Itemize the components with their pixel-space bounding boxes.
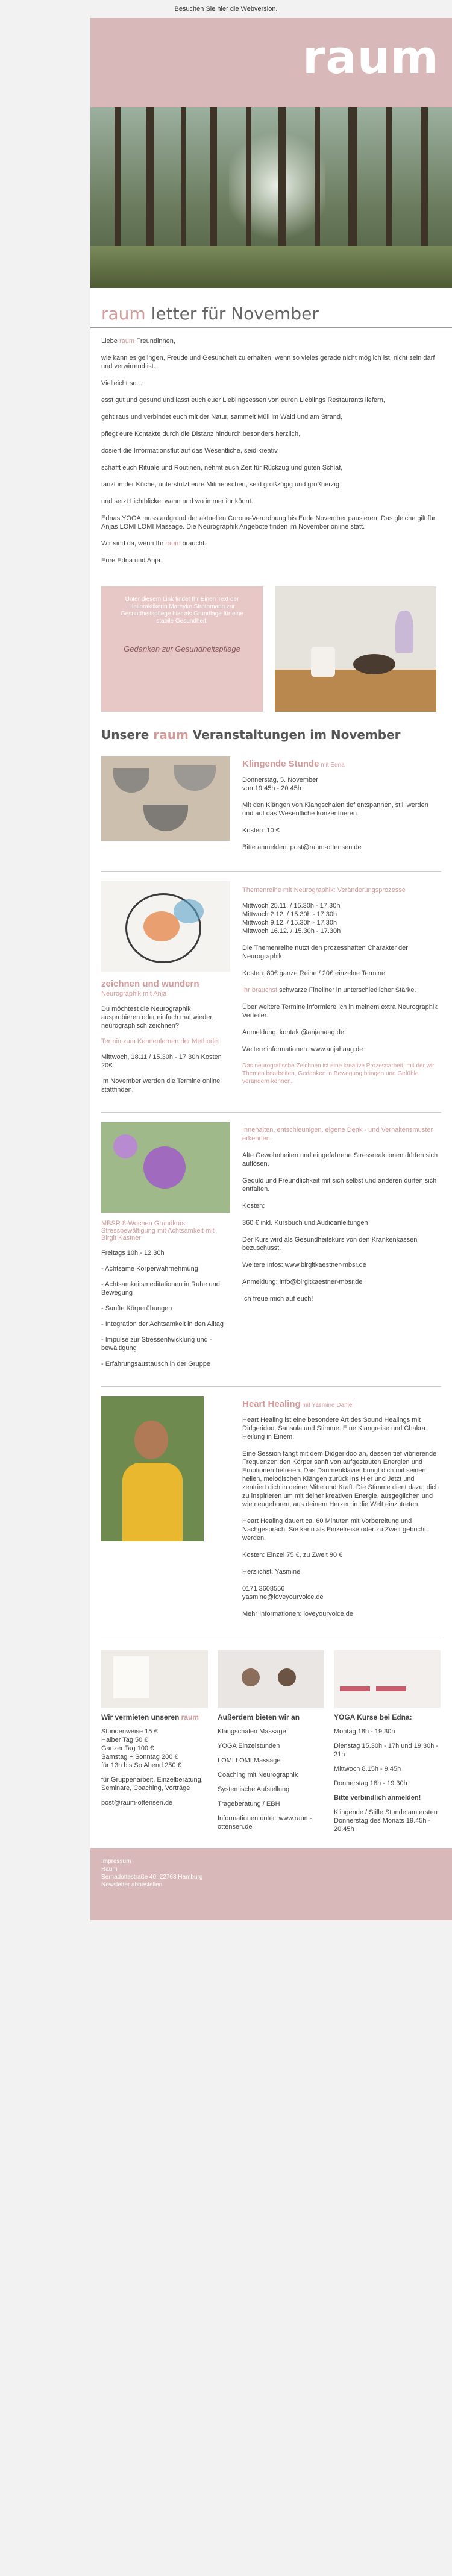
event-title: Klingende Stunde mit Edna <box>242 759 345 769</box>
unsubscribe-link[interactable]: Newsletter abbestellen <box>101 1882 163 1888</box>
bowl <box>174 765 216 791</box>
event-description: Eine Session fängt mit dem Didgeridoo an, dessen tief vibrierende Frequenzen den Körper sanft von aufgestauten Energien und Emotionen befreien. Das Daumenklavier bringt dich mit seinen hellen, melodischen Klängen zurück ins Hier und Jetzt und zentriert dich in deiner Mitte und Kraft. Die Stimme dient dazu, dich zu inspirieren um mit deiner kreativen Energie, ausgeglichen und wie neugeboren, aus deinem Herzen in die Welt einzutreten. <box>242 1450 439 1508</box>
yoga-mat <box>340 1686 370 1691</box>
event-greeting: Herzlichst, Yasmine <box>242 1568 301 1575</box>
flower <box>113 1134 137 1158</box>
yoga-time: Klingende / Stille Stunde am ersten Donnerstag des Monats 19.45h - 20.45h <box>334 1809 438 1833</box>
webversion-bar <box>0 0 452 18</box>
event-date: Donnerstag, 5. November von 19.45h - 20.45h <box>242 776 318 792</box>
footer <box>90 1848 452 1920</box>
event-description: Heart Healing ist eine besondere Art des Sound Healings mit Didgeridoo, Sansula und Stimme. Eine Klangreise und Chakra Heilung in Einem. <box>242 1416 425 1440</box>
event-cost: 360 € inkl. Kursbuch und Audioanleitungen <box>242 1219 368 1227</box>
event-bullet: - Impulse zur Stressentwicklung und -bewältigung <box>101 1336 212 1352</box>
event-title: Heart Healing mit Yasmine Daniel <box>242 1399 354 1409</box>
yasmine-photo <box>101 1396 204 1541</box>
rent-email[interactable]: post@raum-ottensen.de <box>101 1799 173 1806</box>
offer-item: Coaching mit Neurographik <box>218 1771 298 1779</box>
singing-bowls-photo <box>101 756 230 841</box>
intro-paragraph: schafft euch Rituale und Routinen, nehmt euch Zeit für Rückzug und guten Schlaf, <box>101 464 343 471</box>
event-bullet: - Erfahrungsaustausch in der Gruppe <box>101 1360 210 1368</box>
event-description: Alte Gewohnheiten und eingefahrene Stressreaktionen dürfen sich auflösen. <box>242 1152 438 1167</box>
face <box>134 1421 168 1459</box>
bowl <box>353 654 395 674</box>
event-mbsr <box>90 1116 452 1383</box>
yoga-mat <box>376 1686 406 1691</box>
offers-photo <box>218 1650 324 1708</box>
title-rest: letter für November <box>145 304 319 324</box>
table <box>275 670 436 712</box>
divider <box>101 871 441 872</box>
bowl <box>143 805 188 831</box>
intro-paragraph: und setzt Lichtblicke, wann und wo immer ihr könnt. <box>101 498 253 505</box>
window <box>113 1656 149 1698</box>
neurographic-drawing <box>101 881 230 972</box>
event-title: zeichnen und wundern <box>101 979 199 989</box>
care-link-box[interactable] <box>101 586 263 712</box>
event-closing: Ich freue mich auf euch! <box>242 1295 313 1302</box>
event-heart-healing <box>90 1390 452 1634</box>
divider <box>101 1112 441 1113</box>
event-note: Über weitere Termine informiere ich in meinem extra Neurographik Verteiler. <box>242 1004 438 1019</box>
impressum-link[interactable]: Impressum <box>101 1858 131 1865</box>
event-series-title: Themenreihe mit Neurographik: Veränderungsprozesse <box>242 887 406 894</box>
offer-item: YOGA Einzelstunden <box>218 1742 280 1750</box>
offer-item: LOMI LOMI Massage <box>218 1757 281 1764</box>
sky-light <box>229 125 325 246</box>
lavender-vase <box>395 611 413 653</box>
room-photo <box>101 1650 208 1708</box>
event-time: Freitags 10h - 12.30h <box>101 1249 165 1257</box>
event-website[interactable]: Mehr Informationen: loveyourvoice.de <box>242 1610 354 1618</box>
yoga-time: Donnerstag 18h - 19.30h <box>334 1780 407 1787</box>
offer-website[interactable]: Informationen unter: www.raum-ottensen.de <box>218 1815 312 1830</box>
person <box>278 1668 296 1686</box>
event-bullet: - Achtsamkeitsmeditationen in Ruhe und Bewegung <box>101 1281 220 1296</box>
forest-ground <box>90 246 452 288</box>
bowl <box>113 768 149 793</box>
intro-paragraph: geht raus und verbindet euch mit der Natur, sammelt Müll im Wald und am Strand, <box>101 413 343 421</box>
greeting: Liebe raum Freundinnen, <box>101 338 175 345</box>
event-klingende-stunde <box>90 750 452 867</box>
intro-text <box>90 328 452 579</box>
offer-item: Trageberatung / EBH <box>218 1800 280 1808</box>
title-raum: raum <box>101 304 146 324</box>
event-note: Im November werden die Termine online stattfinden. <box>101 1078 221 1093</box>
footer-company: Raum <box>101 1866 118 1873</box>
offer-item: Systemische Aufstellung <box>218 1786 290 1793</box>
offer-item: Klangschalen Massage <box>218 1728 286 1735</box>
intro-paragraph: esst gut und gesund und lasst euch euer Lieblingsessen von euren Lieblings Restaurants liefern, <box>101 397 385 404</box>
event-description: Heart Healing dauert ca. 60 Minuten mit Vorbereitung und Nachgespräch. Sie kann als Einzelreise oder zu Zweit gebucht werden. <box>242 1518 427 1542</box>
intro-paragraph: Wir sind da, wenn Ihr raum braucht. <box>101 540 207 547</box>
intro-paragraph: Vielleicht so... <box>101 380 142 387</box>
divider <box>101 1386 441 1387</box>
forest-hero-image <box>90 107 452 288</box>
drawing-fill <box>174 899 204 923</box>
event-contact-email[interactable]: Anmeldung: info@birgitkaestner-mbsr.de <box>242 1278 363 1286</box>
event-intro: Innehalten, entschleunigen, eigene Denk - und Verhaltensmuster erkennen. <box>242 1126 433 1142</box>
events-heading: Unsere raum Veranstaltungen im November <box>101 727 401 742</box>
event-bullet: - Achtsame Körperwahrnehmung <box>101 1265 198 1272</box>
event-date: Mittwoch, 18.11 / 15.30h - 17.30h Kosten 20€ <box>101 1054 222 1069</box>
event-bullet: - Sanfte Körperübungen <box>101 1305 172 1312</box>
event-description: Du möchtest die Neurographik ausprobieren oder einfach mal wieder, neurographisch zeichnen? <box>101 1005 214 1029</box>
yoga-time: Mittwoch 8.15h - 9.45h <box>334 1765 401 1773</box>
event-link[interactable]: Termin zum Kennenlernen der Methode: <box>101 1038 220 1045</box>
flower-photo <box>101 1122 230 1213</box>
webversion-link[interactable]: Besuchen Sie hier die Webversion. <box>174 5 278 13</box>
yoga-time: Montag 18h - 19.30h <box>334 1728 395 1735</box>
yoga-time: Dienstag 15.30h - 17h und 19.30h - 21h <box>334 1742 439 1758</box>
event-register-email[interactable]: Bitte anmelden: post@raum-ottensen.de <box>242 844 362 851</box>
care-headline[interactable]: Gedanken zur Gesundheitspflege <box>124 644 240 653</box>
cup <box>311 647 335 677</box>
newsletter <box>90 18 452 1920</box>
event-title: MBSR 8-Wochen Grundkurs Stressbewältigung mit Achtsamkeit mit Birgit Kästner <box>101 1220 215 1242</box>
intro-paragraph: Ednas YOGA muss aufgrund der aktuellen Corona-Verordnung bis Ende November pausieren. Das gleiche gilt für Anjas LOMI LOMI Massage. Die Neurographik Angebote finden im November online statt. <box>101 515 436 530</box>
rent-column <box>101 1650 208 1839</box>
still-life-photo <box>275 586 436 712</box>
event-cost: Kosten: 80€ ganze Reihe / 20€ einzelne Termine <box>242 970 386 977</box>
yoga-column <box>334 1650 441 1839</box>
column-heading: YOGA Kurse bei Edna: <box>334 1713 412 1721</box>
intro-paragraph: pflegt eure Kontakte durch die Distanz hindurch besonders herzlich, <box>101 430 301 438</box>
event-dates: Mittwoch 25.11. / 15.30h - 17.30h Mittwoch 2.12. / 15.30h - 17.30h Mittwoch 9.12. / 15.30h - 17.30h Mittwoch 16.12. / 15.30h - 17.30h <box>242 902 341 935</box>
care-small-text: Unter diesem Link findet Ihr Einen Text der Heilpraktikerin Mareyke Strothmann zur Gesundheitspflege hier als Grundlage für eine stabile Gesundheit. <box>120 596 244 624</box>
yoga-room-photo <box>334 1650 441 1708</box>
event-description: Mit den Klängen von Klangschalen tief entspannen, still werden und auf das Wesentliche konzentrieren. <box>242 802 428 817</box>
event-subtitle: Neurographik mit Anja <box>101 990 167 997</box>
offers-column <box>218 1650 324 1839</box>
person <box>242 1668 260 1686</box>
event-footnote: Das neurografische Zeichnen ist eine kreative Prozessarbeit, mit der wir Themen bearbeiten, Gedanken in Bewegung bringen und Gefühle verändern können. <box>242 1063 435 1085</box>
brand-header <box>90 18 452 107</box>
event-contact-email[interactable]: Anmeldung: kontakt@anjahaag.de <box>242 1029 344 1036</box>
event-bullet: - Integration der Achtsamkeit in den Alltag <box>101 1321 224 1328</box>
event-website[interactable]: Weitere informationen: www.anjahaag.de <box>242 1046 363 1053</box>
info-columns <box>90 1642 452 1848</box>
event-contact: 0171 3608556 yasmine@loveyourvoice.de <box>242 1585 324 1601</box>
event-description: Die Themenreihe nutzt den prozesshaften Charakter der Neurographik. <box>242 944 408 960</box>
event-note: Der Kurs wird als Gesundheitskurs von den Krankenkassen bezuschusst. <box>242 1236 418 1252</box>
yellow-jacket <box>122 1463 183 1541</box>
signature: Eure Edna und Anja <box>101 557 160 564</box>
event-cost-label: Kosten: <box>242 1202 265 1210</box>
rent-prices: Stundenweise 15 € Halber Tag 50 € Ganzer Tag 100 € Samstag + Sonntag 200 € für 13h bis So Abend 250 € <box>101 1728 181 1769</box>
event-website[interactable]: Weitere Infos: www.birgitkaestner-mbsr.de <box>242 1261 366 1269</box>
intro-paragraph: wie kann es gelingen, Freude und Gesundheit zu erhalten, wenn so vieles gerade nicht möglich ist, nicht sein darf und verwirrend ist. <box>101 354 435 370</box>
column-heading: Außerdem bieten wir an <box>218 1713 300 1721</box>
event-neurographik <box>90 875 452 1108</box>
footer-address: Bernadottestraße 40, 22763 Hamburg <box>101 1874 203 1880</box>
rent-uses: für Gruppenarbeit, Einzelberatung, Seminare, Coaching, Vorträge <box>101 1776 203 1792</box>
logo: raum <box>302 30 439 84</box>
event-contact-email[interactable]: yasmine@loveyourvoice.de <box>242 1594 324 1601</box>
event-cost: Kosten: Einzel 75 €, zu Zweit 90 € <box>242 1551 343 1559</box>
intro-paragraph: dosiert die Informationsflut auf das Wesentliche, seid kreativ, <box>101 447 279 454</box>
event-description: Geduld und Freundlichkeit mit sich selbst und anderen dürfen sich entfalten. <box>242 1177 437 1193</box>
event-cost: Kosten: 10 € <box>242 827 280 834</box>
newsletter-title <box>90 288 452 327</box>
event-bring: Ihr brauchst schwarze Fineliner in unterschiedlicher Stärke. <box>242 987 416 994</box>
flower <box>143 1146 186 1189</box>
care-section <box>90 579 452 721</box>
yoga-note: Bitte verbindlich anmelden! <box>334 1794 421 1802</box>
column-heading: Wir vermieten unseren raum <box>101 1713 199 1721</box>
intro-paragraph: tanzt in der Küche, unterstützt eure Mitmenschen, seid großzügig und großherzig <box>101 481 339 488</box>
